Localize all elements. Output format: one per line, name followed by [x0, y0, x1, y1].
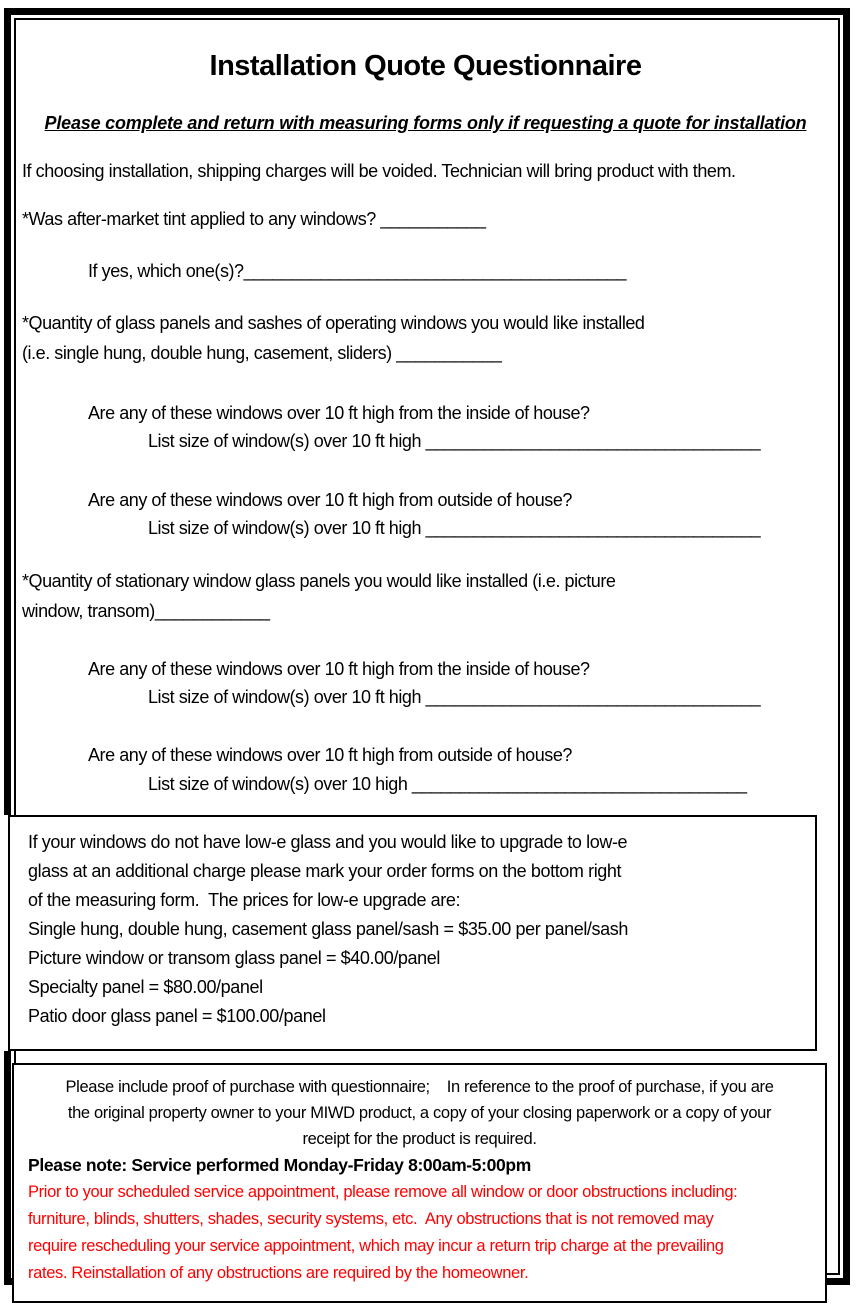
shipping-note: If choosing installation, shipping charges will be voided. Technician will bring product with them. — [22, 161, 736, 181]
lowe-upgrade-price-patio-door: Patio door glass panel = $100.00/panel — [28, 1006, 326, 1026]
stationary-inside-list-blank: List size of window(s) over 10 ft high ___________________________________ — [148, 687, 761, 707]
stationary-outside-list-blank: List size of window(s) over 10 high ___________________________________ — [148, 774, 747, 794]
proof-of-purchase-line: Please include proof of purchase with questionnaire; In reference to the proof of purchase, if you are — [65, 1078, 774, 1096]
lowe-upgrade-line: of the measuring form. The prices for low-e upgrade are: — [28, 890, 461, 910]
question-tint-which: If yes, which one(s)?________________________________________ — [88, 261, 627, 281]
lowe-upgrade-price-specialty: Specialty panel = $80.00/panel — [28, 977, 263, 997]
operating-inside-question: Are any of these windows over 10 ft high from the inside of house? — [88, 403, 590, 423]
lowe-upgrade-line: glass at an additional charge please mark your order forms on the bottom right — [28, 861, 622, 881]
lowe-upgrade-price-single-hung: Single hung, double hung, casement glass panel/sash = $35.00 per panel/sash — [28, 919, 628, 939]
operating-outside-list-blank: List size of window(s) over 10 ft high ___________________________________ — [148, 518, 761, 538]
operating-outside-question: Are any of these windows over 10 ft high from outside of house? — [88, 490, 572, 510]
question-operating-quantity-line1: *Quantity of glass panels and sashes of operating windows you would like installed — [22, 313, 645, 333]
proof-of-purchase-line: the original property owner to your MIWD product, a copy of your closing paperwork or a copy of your — [67, 1104, 772, 1122]
lowe-upgrade-price-picture-window: Picture window or transom glass panel = $40.00/panel — [28, 948, 440, 968]
lowe-upgrade-box — [8, 815, 817, 1051]
lowe-upgrade-line: If your windows do not have low-e glass and you would like to upgrade to low-e — [28, 832, 628, 852]
question-stationary-quantity-line2: window, transom)____________ — [22, 601, 270, 621]
service-notes-box — [12, 1063, 827, 1303]
page-title: Installation Quote Questionnaire — [209, 50, 642, 82]
question-stationary-quantity-line1: *Quantity of stationary window glass panels you would like installed (i.e. picture — [22, 571, 616, 591]
proof-of-purchase-line: receipt for the product is required. — [302, 1130, 537, 1148]
stationary-inside-question: Are any of these windows over 10 ft high from the inside of house? — [88, 659, 590, 679]
completion-instruction: Please complete and return with measuring forms only if requesting a quote for installation — [44, 113, 807, 133]
obstruction-warning-line: Prior to your scheduled service appointment, please remove all window or door obstructions including: — [28, 1183, 738, 1201]
obstruction-warning-line: furniture, blinds, shutters, shades, security systems, etc. Any obstructions that is not removed may — [28, 1210, 714, 1228]
obstruction-warning-line: require rescheduling your service appointment, which may incur a return trip charge at the prevailing — [28, 1237, 724, 1255]
question-tint-applied: *Was after-market tint applied to any windows? ___________ — [22, 209, 486, 229]
service-hours-note: Please note: Service performed Monday-Friday 8:00am-5:00pm — [28, 1155, 531, 1175]
question-operating-quantity-line2: (i.e. single hung, double hung, casement, sliders) ___________ — [22, 343, 502, 363]
obstruction-warning-line: rates. Reinstallation of any obstructions are required by the homeowner. — [28, 1264, 529, 1282]
operating-inside-list-blank: List size of window(s) over 10 ft high ___________________________________ — [148, 431, 761, 451]
stationary-outside-question: Are any of these windows over 10 ft high from outside of house? — [88, 745, 572, 765]
